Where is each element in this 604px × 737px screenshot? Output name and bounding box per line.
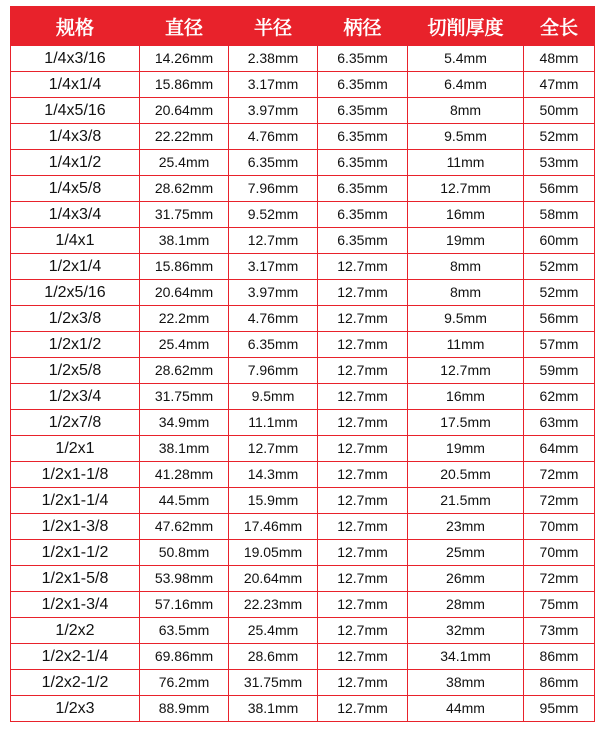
cell-overall-length: 48mm (524, 46, 595, 72)
cell-overall-length: 72mm (524, 488, 595, 514)
cell-overall-length: 70mm (524, 540, 595, 566)
table-header (11, 7, 595, 46)
cell-overall-length: 56mm (524, 176, 595, 202)
cell-shank-diameter: 12.7mm (318, 514, 408, 540)
cell-diameter: 14.26mm (140, 46, 229, 72)
table-row (11, 384, 595, 410)
cell-spec: 1/2x1/2 (11, 332, 140, 358)
cell-overall-length: 56mm (524, 306, 595, 332)
cell-shank-diameter: 6.35mm (318, 124, 408, 150)
cell-shank-diameter: 12.7mm (318, 306, 408, 332)
cell-cutting-thickness: 25mm (408, 540, 524, 566)
cell-diameter: 88.9mm (140, 696, 229, 722)
cell-radius: 20.64mm (229, 566, 318, 592)
cell-diameter: 41.28mm (140, 462, 229, 488)
cell-overall-length: 75mm (524, 592, 595, 618)
cell-shank-diameter: 12.7mm (318, 358, 408, 384)
table-row (11, 488, 595, 514)
table-row (11, 566, 595, 592)
cell-diameter: 69.86mm (140, 644, 229, 670)
cell-overall-length: 72mm (524, 462, 595, 488)
cell-diameter: 34.9mm (140, 410, 229, 436)
cell-diameter: 57.16mm (140, 592, 229, 618)
spec-table-frame (10, 6, 594, 722)
table-row (11, 280, 595, 306)
cell-spec: 1/2x3 (11, 696, 140, 722)
table-row (11, 98, 595, 124)
cell-spec: 1/2x2 (11, 618, 140, 644)
table-row (11, 462, 595, 488)
table-row (11, 358, 595, 384)
cell-shank-diameter: 12.7mm (318, 696, 408, 722)
cell-overall-length: 60mm (524, 228, 595, 254)
cell-cutting-thickness: 19mm (408, 228, 524, 254)
cell-radius: 22.23mm (229, 592, 318, 618)
cell-shank-diameter: 6.35mm (318, 150, 408, 176)
cell-diameter: 38.1mm (140, 436, 229, 462)
table-row (11, 514, 595, 540)
cell-diameter: 76.2mm (140, 670, 229, 696)
cell-radius: 3.97mm (229, 98, 318, 124)
cell-overall-length: 63mm (524, 410, 595, 436)
table-row (11, 436, 595, 462)
cell-spec: 1/2x5/16 (11, 280, 140, 306)
header-spec: 规格 (11, 7, 140, 46)
cell-radius: 17.46mm (229, 514, 318, 540)
cell-shank-diameter: 12.7mm (318, 670, 408, 696)
table-row (11, 696, 595, 722)
cell-diameter: 22.2mm (140, 306, 229, 332)
cell-cutting-thickness: 32mm (408, 618, 524, 644)
cell-shank-diameter: 6.35mm (318, 46, 408, 72)
table-row (11, 332, 595, 358)
cell-spec: 1/2x1 (11, 436, 140, 462)
spec-table (10, 6, 595, 722)
cell-overall-length: 59mm (524, 358, 595, 384)
cell-shank-diameter: 12.7mm (318, 592, 408, 618)
cell-overall-length: 52mm (524, 280, 595, 306)
cell-overall-length: 58mm (524, 202, 595, 228)
cell-cutting-thickness: 23mm (408, 514, 524, 540)
cell-radius: 12.7mm (229, 228, 318, 254)
table-row (11, 72, 595, 98)
table-row (11, 306, 595, 332)
cell-cutting-thickness: 9.5mm (408, 306, 524, 332)
cell-spec: 1/4x3/16 (11, 46, 140, 72)
cell-cutting-thickness: 5.4mm (408, 46, 524, 72)
cell-radius: 7.96mm (229, 176, 318, 202)
cell-spec: 1/4x1/2 (11, 150, 140, 176)
cell-spec: 1/2x2-1/4 (11, 644, 140, 670)
cell-overall-length: 47mm (524, 72, 595, 98)
cell-overall-length: 86mm (524, 670, 595, 696)
table-row (11, 124, 595, 150)
cell-cutting-thickness: 11mm (408, 150, 524, 176)
cell-spec: 1/2x1-1/2 (11, 540, 140, 566)
cell-cutting-thickness: 20.5mm (408, 462, 524, 488)
cell-spec: 1/2x3/4 (11, 384, 140, 410)
cell-shank-diameter: 6.35mm (318, 72, 408, 98)
cell-shank-diameter: 12.7mm (318, 384, 408, 410)
header-radius: 半径 (229, 7, 318, 46)
cell-diameter: 47.62mm (140, 514, 229, 540)
cell-overall-length: 64mm (524, 436, 595, 462)
cell-cutting-thickness: 38mm (408, 670, 524, 696)
cell-overall-length: 52mm (524, 124, 595, 150)
cell-cutting-thickness: 8mm (408, 280, 524, 306)
cell-cutting-thickness: 19mm (408, 436, 524, 462)
cell-diameter: 25.4mm (140, 150, 229, 176)
cell-shank-diameter: 12.7mm (318, 332, 408, 358)
cell-diameter: 28.62mm (140, 358, 229, 384)
cell-cutting-thickness: 17.5mm (408, 410, 524, 436)
cell-spec: 1/4x5/8 (11, 176, 140, 202)
cell-diameter: 63.5mm (140, 618, 229, 644)
cell-spec: 1/2x7/8 (11, 410, 140, 436)
cell-radius: 25.4mm (229, 618, 318, 644)
cell-radius: 9.52mm (229, 202, 318, 228)
cell-diameter: 28.62mm (140, 176, 229, 202)
cell-cutting-thickness: 12.7mm (408, 176, 524, 202)
cell-overall-length: 73mm (524, 618, 595, 644)
cell-shank-diameter: 12.7mm (318, 488, 408, 514)
cell-overall-length: 62mm (524, 384, 595, 410)
header-shank-diameter: 柄径 (318, 7, 408, 46)
cell-radius: 12.7mm (229, 436, 318, 462)
cell-spec: 1/2x2-1/2 (11, 670, 140, 696)
cell-shank-diameter: 6.35mm (318, 176, 408, 202)
cell-cutting-thickness: 8mm (408, 254, 524, 280)
cell-radius: 6.35mm (229, 150, 318, 176)
cell-radius: 9.5mm (229, 384, 318, 410)
cell-spec: 1/2x1-1/4 (11, 488, 140, 514)
cell-shank-diameter: 12.7mm (318, 254, 408, 280)
cell-overall-length: 86mm (524, 644, 595, 670)
cell-spec: 1/4x1 (11, 228, 140, 254)
cell-radius: 15.9mm (229, 488, 318, 514)
cell-diameter: 22.22mm (140, 124, 229, 150)
cell-cutting-thickness: 21.5mm (408, 488, 524, 514)
table-row (11, 540, 595, 566)
cell-cutting-thickness: 12.7mm (408, 358, 524, 384)
cell-shank-diameter: 12.7mm (318, 540, 408, 566)
cell-radius: 28.6mm (229, 644, 318, 670)
cell-shank-diameter: 6.35mm (318, 98, 408, 124)
table-row (11, 618, 595, 644)
cell-radius: 4.76mm (229, 124, 318, 150)
table-row (11, 670, 595, 696)
cell-shank-diameter: 12.7mm (318, 618, 408, 644)
cell-shank-diameter: 12.7mm (318, 280, 408, 306)
cell-shank-diameter: 6.35mm (318, 202, 408, 228)
cell-overall-length: 95mm (524, 696, 595, 722)
cell-diameter: 31.75mm (140, 384, 229, 410)
cell-shank-diameter: 12.7mm (318, 462, 408, 488)
cell-spec: 1/2x1-1/8 (11, 462, 140, 488)
cell-radius: 14.3mm (229, 462, 318, 488)
cell-cutting-thickness: 26mm (408, 566, 524, 592)
cell-radius: 3.97mm (229, 280, 318, 306)
cell-diameter: 53.98mm (140, 566, 229, 592)
cell-spec: 1/2x3/8 (11, 306, 140, 332)
cell-overall-length: 50mm (524, 98, 595, 124)
cell-diameter: 25.4mm (140, 332, 229, 358)
table-row (11, 410, 595, 436)
cell-cutting-thickness: 16mm (408, 202, 524, 228)
table-row (11, 644, 595, 670)
cell-spec: 1/2x1-3/4 (11, 592, 140, 618)
cell-diameter: 44.5mm (140, 488, 229, 514)
cell-cutting-thickness: 8mm (408, 98, 524, 124)
cell-overall-length: 52mm (524, 254, 595, 280)
cell-shank-diameter: 12.7mm (318, 566, 408, 592)
cell-cutting-thickness: 34.1mm (408, 644, 524, 670)
cell-radius: 7.96mm (229, 358, 318, 384)
cell-spec: 1/4x3/4 (11, 202, 140, 228)
cell-radius: 19.05mm (229, 540, 318, 566)
table-row (11, 254, 595, 280)
cell-cutting-thickness: 44mm (408, 696, 524, 722)
table-body (11, 46, 595, 722)
cell-radius: 4.76mm (229, 306, 318, 332)
header-diameter: 直径 (140, 7, 229, 46)
cell-spec: 1/4x1/4 (11, 72, 140, 98)
cell-diameter: 31.75mm (140, 202, 229, 228)
table-row (11, 176, 595, 202)
table-row (11, 202, 595, 228)
cell-shank-diameter: 12.7mm (318, 410, 408, 436)
cell-spec: 1/2x1-5/8 (11, 566, 140, 592)
table-row (11, 592, 595, 618)
header-row (11, 7, 595, 46)
table-row (11, 150, 595, 176)
cell-radius: 38.1mm (229, 696, 318, 722)
cell-radius: 3.17mm (229, 72, 318, 98)
cell-spec: 1/2x5/8 (11, 358, 140, 384)
cell-diameter: 15.86mm (140, 254, 229, 280)
cell-shank-diameter: 6.35mm (318, 228, 408, 254)
cell-spec: 1/4x5/16 (11, 98, 140, 124)
header-cutting-thickness: 切削厚度 (408, 7, 524, 46)
cell-diameter: 15.86mm (140, 72, 229, 98)
cell-radius: 6.35mm (229, 332, 318, 358)
cell-cutting-thickness: 28mm (408, 592, 524, 618)
cell-cutting-thickness: 9.5mm (408, 124, 524, 150)
cell-overall-length: 57mm (524, 332, 595, 358)
cell-radius: 2.38mm (229, 46, 318, 72)
table-row (11, 228, 595, 254)
cell-diameter: 20.64mm (140, 280, 229, 306)
cell-cutting-thickness: 16mm (408, 384, 524, 410)
cell-spec: 1/2x1-3/8 (11, 514, 140, 540)
header-overall-length: 全长 (524, 7, 595, 46)
cell-diameter: 50.8mm (140, 540, 229, 566)
cell-spec: 1/4x3/8 (11, 124, 140, 150)
cell-radius: 31.75mm (229, 670, 318, 696)
cell-cutting-thickness: 11mm (408, 332, 524, 358)
cell-radius: 3.17mm (229, 254, 318, 280)
cell-diameter: 38.1mm (140, 228, 229, 254)
cell-cutting-thickness: 6.4mm (408, 72, 524, 98)
cell-overall-length: 53mm (524, 150, 595, 176)
cell-diameter: 20.64mm (140, 98, 229, 124)
cell-overall-length: 70mm (524, 514, 595, 540)
cell-overall-length: 72mm (524, 566, 595, 592)
cell-spec: 1/2x1/4 (11, 254, 140, 280)
table-row (11, 46, 595, 72)
cell-shank-diameter: 12.7mm (318, 436, 408, 462)
cell-radius: 11.1mm (229, 410, 318, 436)
cell-shank-diameter: 12.7mm (318, 644, 408, 670)
